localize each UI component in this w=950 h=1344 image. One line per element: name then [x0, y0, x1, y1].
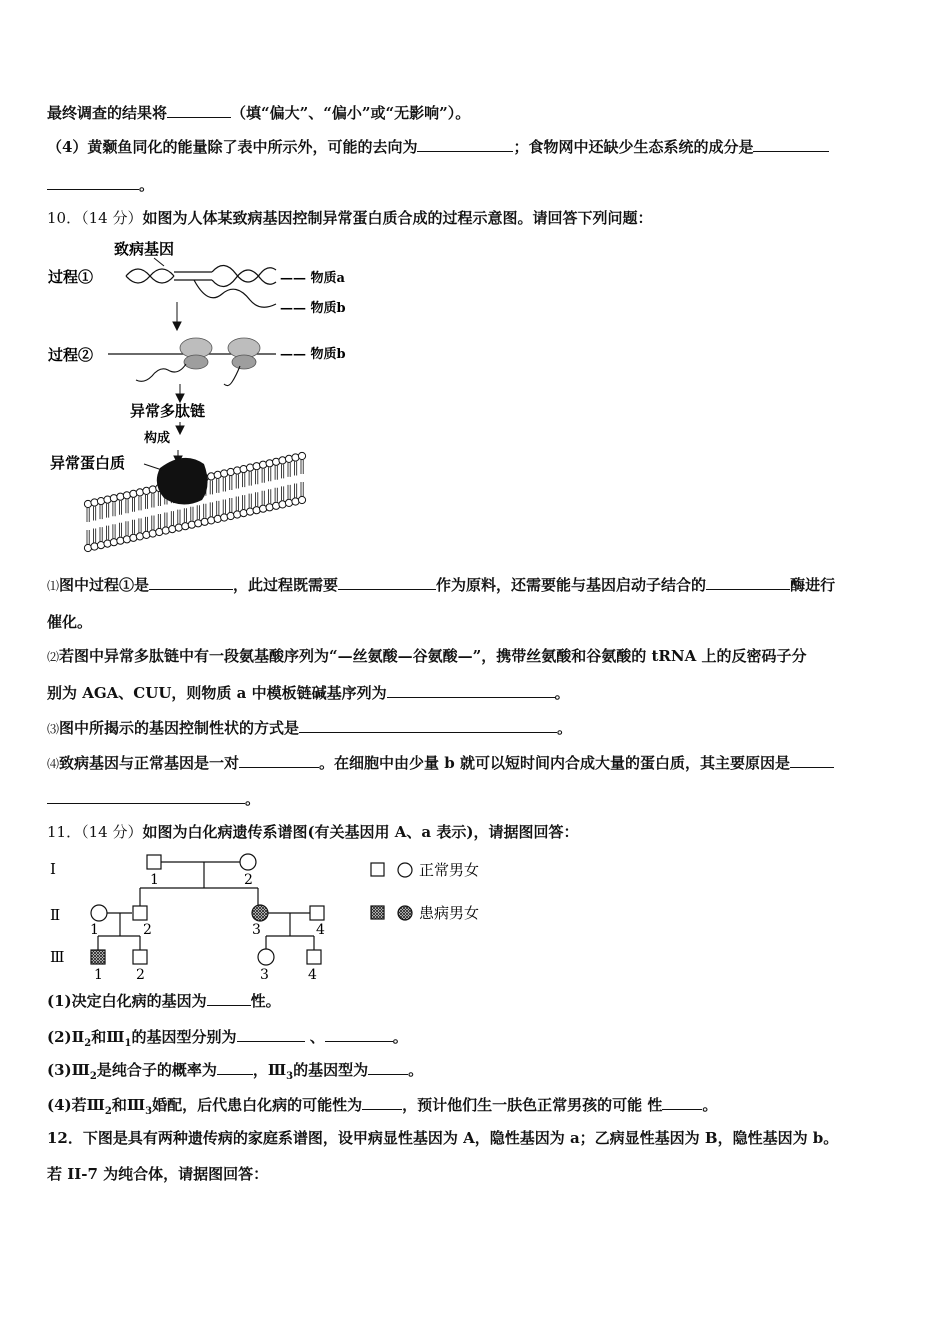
lipid-tail: [301, 460, 303, 474]
substance-b-label: —— 物质b: [280, 347, 346, 362]
lipid-tail: [132, 520, 134, 534]
answer-blank[interactable]: [325, 1026, 393, 1042]
q10-text: 若图中异常多肽链中有一段氨基酸序列为“—丝氨酸—谷氨酸—”，携带丝氨酸和谷氨酸的 tRNA 上的反密码子分: [59, 647, 807, 665]
q10-heading: [47, 208, 652, 228]
q11-text: 。: [408, 1061, 424, 1079]
question-stem: 如图为白化病遗传系谱图(有关基因用 A、a 表示)，请据图回答：: [142, 823, 579, 841]
q11-text: (4)若Ⅲ: [47, 1096, 105, 1114]
lipid-tail: [210, 480, 212, 494]
lipid-tail: [301, 482, 303, 496]
lipid-tail: [210, 502, 212, 516]
q12-line1: [47, 1128, 838, 1148]
lipid-head: [247, 508, 254, 515]
abnormal-protein-label: 异常蛋白质: [50, 454, 126, 472]
q9-text: 最终调查的结果将: [47, 104, 168, 122]
q10-text: 酶进行: [790, 576, 836, 594]
lipid-head: [253, 463, 260, 470]
lipid-head: [292, 454, 299, 461]
lipid-head: [253, 507, 260, 514]
lipid-head: [149, 530, 156, 537]
lipid-tail: [100, 505, 102, 519]
lipid-head: [298, 452, 305, 459]
lipid-tail: [288, 463, 290, 477]
question-number: 10．（14 分）: [47, 209, 143, 227]
process2-label: 过程②: [48, 346, 94, 364]
lipid-tail: [262, 469, 264, 483]
lipid-head: [110, 495, 117, 502]
individual-number: 2: [136, 967, 145, 983]
individual-number: 2: [143, 922, 152, 938]
individual-number: 2: [244, 872, 253, 888]
answer-blank[interactable]: [239, 752, 319, 768]
individual-number: 1: [150, 872, 159, 888]
female-normal: [240, 854, 256, 870]
q11-text: 的基因型分别为: [131, 1028, 237, 1046]
answer-blank[interactable]: [417, 136, 513, 152]
individual-number: 4: [308, 967, 317, 983]
lipid-head: [175, 524, 182, 531]
lipid-head: [240, 466, 247, 473]
lipid-tail: [107, 504, 109, 518]
individual-number: 3: [252, 922, 261, 938]
lipid-tail: [282, 464, 284, 478]
q11-text: ，预计他们生一肤色正常男孩的可能 性: [402, 1096, 663, 1114]
answer-blank[interactable]: [149, 574, 233, 590]
legend-female-normal: [398, 863, 412, 877]
q9-line3: [47, 174, 154, 195]
lipid-tail: [295, 462, 297, 476]
lipid-tail: [249, 494, 251, 508]
lipid-head: [110, 539, 117, 546]
lipid-head: [182, 523, 189, 530]
lipid-tail: [256, 470, 258, 484]
sub-number: ⑷: [47, 757, 60, 771]
compose-label: 构成: [144, 431, 171, 446]
q11-text: ，Ⅲ: [252, 1061, 287, 1079]
q10-text: 。: [245, 790, 261, 808]
lipid-head: [84, 544, 91, 551]
q10-text: ，此过程既需要: [233, 576, 339, 594]
sub-number: ⑶: [47, 722, 60, 736]
lipid-tail: [139, 518, 141, 532]
lipid-tail: [100, 527, 102, 541]
subscript: 1: [124, 1038, 132, 1049]
lipid-head: [260, 505, 267, 512]
lipid-tail: [197, 505, 199, 519]
answer-blank[interactable]: [368, 1059, 408, 1075]
q10-text: 。: [554, 684, 570, 702]
q11-s3: [47, 1059, 423, 1087]
female-normal: [91, 905, 107, 921]
lipid-tail: [282, 486, 284, 500]
answer-blank[interactable]: [47, 174, 139, 190]
lipid-tail: [243, 473, 245, 487]
lipid-head: [214, 515, 221, 522]
q11-text: (1)决定白化病的基因为: [47, 992, 207, 1010]
lipid-tail: [145, 517, 147, 531]
q10-text: 作为原料，还需要能与基因启动子结合的: [436, 576, 707, 594]
male-affected: [91, 950, 105, 964]
answer-blank[interactable]: [47, 788, 245, 804]
q11-s1: [47, 990, 281, 1011]
lipid-head: [285, 455, 292, 462]
lipid-tail: [275, 466, 277, 480]
lipid-tail: [145, 495, 147, 509]
lipid-tail: [87, 508, 89, 522]
lipid-tail: [295, 484, 297, 498]
male-normal: [307, 950, 321, 964]
q9-line2: [47, 136, 829, 157]
process1-label: 过程①: [48, 268, 94, 286]
lipid-tail: [158, 492, 160, 506]
lipid-head: [214, 471, 221, 478]
arrow: [173, 302, 184, 464]
legend-male-affected: [371, 906, 384, 919]
lipid-tail: [126, 521, 128, 535]
q11-s4: [47, 1094, 717, 1122]
generation-label: Ⅲ: [50, 948, 65, 966]
q9-text: ；食物网中还缺少生态系统的成分是: [513, 138, 754, 156]
lipid-tail: [217, 501, 219, 515]
q10-s2-line2: [47, 682, 570, 703]
lipid-tail: [184, 508, 186, 522]
lipid-tail: [256, 492, 258, 506]
lipid-head: [195, 520, 202, 527]
lipid-head: [227, 512, 234, 519]
lipid-head: [84, 500, 91, 507]
mrna-strand: [194, 280, 276, 307]
female-normal: [258, 949, 274, 965]
sub-number: ⑴: [47, 579, 60, 593]
lipid-head: [221, 470, 228, 477]
pedigree-chart: [44, 848, 504, 984]
q10-text: 。: [557, 719, 573, 737]
subscript: 3: [145, 1106, 153, 1117]
q10-text: 致病基因与正常基因是一对: [59, 754, 240, 772]
lipid-tail: [262, 491, 264, 505]
lipid-tail: [165, 513, 167, 527]
pointer-line: [154, 258, 164, 266]
substance-b-label: —— 物质b: [280, 301, 346, 316]
subscript: 2: [104, 1106, 112, 1117]
pedigree-lines: [98, 862, 314, 950]
answer-blank[interactable]: [706, 574, 790, 590]
q10-text: 催化。: [47, 613, 93, 631]
subscript: 2: [84, 1038, 92, 1049]
q11-text: 性。: [250, 992, 281, 1010]
lipid-tail: [119, 501, 121, 515]
ribosome: [180, 338, 212, 369]
answer-blank[interactable]: [217, 1059, 253, 1075]
lipid-tail: [113, 524, 115, 538]
lipid-tail: [152, 516, 154, 530]
q11-text: 的基因型为: [293, 1061, 369, 1079]
lipid-head: [136, 489, 143, 496]
lipid-tail: [243, 495, 245, 509]
generation-label: Ⅱ: [50, 906, 61, 924]
answer-blank[interactable]: [387, 682, 555, 698]
answer-blank[interactable]: [790, 752, 834, 768]
lipid-head: [208, 517, 215, 524]
q11-text: 和Ⅲ: [91, 1028, 125, 1046]
lipid-tail: [113, 502, 115, 516]
q11-heading: [47, 822, 578, 842]
lipid-tail: [288, 485, 290, 499]
generation-label: Ⅰ: [50, 860, 56, 878]
male-normal: [133, 906, 147, 920]
lipid-tail: [236, 497, 238, 511]
q9-text: （4）黄颡鱼同化的能量除了表中所示外，可能的去向为: [47, 138, 418, 156]
lipid-head: [123, 492, 130, 499]
q11-text: (2)Ⅱ: [47, 1028, 85, 1046]
legend-affected-label: 患病男女: [419, 904, 480, 922]
lipid-tail: [269, 489, 271, 503]
q10-s1-line1: [47, 574, 835, 596]
lipid-head: [240, 510, 247, 517]
lipid-tail: [152, 494, 154, 508]
q10-s2-line1: [47, 646, 806, 667]
lipid-tail: [275, 488, 277, 502]
q10-s3: [47, 717, 572, 739]
lipid-head: [285, 499, 292, 506]
lipid-head: [136, 533, 143, 540]
q9-text: 。: [139, 176, 155, 194]
lipid-head: [97, 498, 104, 505]
lipid-head: [130, 534, 137, 541]
lipid-tail: [217, 479, 219, 493]
lipid-head: [298, 496, 305, 503]
lipid-tail: [230, 476, 232, 490]
lipid-head: [279, 457, 286, 464]
q10-s4-line1: [47, 752, 834, 774]
individual-number: 1: [90, 922, 99, 938]
q11-s2: [47, 1026, 408, 1054]
q10-text: 。在细胞中由少量 b 就可以短时间内合成大量的蛋白质，其主要原因是: [319, 754, 790, 772]
q10-text: 图中所揭示的基因控制性状的方式是: [59, 719, 300, 737]
abnormal-chain-label: 异常多肽链: [130, 402, 206, 420]
lipid-tail: [249, 472, 251, 486]
question-stem: 若 II-7 为纯合体，请据图回答：: [47, 1165, 269, 1183]
answer-blank[interactable]: [753, 136, 829, 152]
q11-text: 、: [304, 1028, 325, 1046]
lipid-head: [227, 468, 234, 475]
answer-blank[interactable]: [338, 574, 436, 590]
lipid-head: [279, 501, 286, 508]
question-stem: 如图为人体某致病基因控制异常蛋白质合成的过程示意图。请回答下列问题：: [142, 209, 653, 227]
lipid-tail: [171, 511, 173, 525]
q9-line1: [47, 102, 470, 123]
lipid-tail: [223, 478, 225, 492]
lipid-head: [169, 526, 176, 533]
answer-blank[interactable]: [362, 1094, 402, 1110]
male-normal: [310, 906, 324, 920]
lipid-head: [201, 518, 208, 525]
answer-blank[interactable]: [167, 102, 231, 118]
lipid-head: [97, 542, 104, 549]
male-normal: [147, 855, 161, 869]
q11-text: (3)Ⅲ: [47, 1061, 90, 1079]
lipid-tail: [107, 526, 109, 540]
legend-male-normal: [371, 863, 384, 876]
q9-text: （填“偏大”、“偏小”或“无影响”）。: [231, 104, 471, 122]
individual-number: 3: [260, 967, 269, 983]
lipid-head: [149, 486, 156, 493]
lipid-head: [162, 527, 169, 534]
lipid-tail: [158, 514, 160, 528]
lipid-head: [247, 464, 254, 471]
lipid-tail: [178, 510, 180, 524]
lipid-tail: [126, 499, 128, 513]
lipid-head: [260, 461, 267, 468]
female-affected: [252, 905, 268, 921]
answer-blank[interactable]: [662, 1094, 702, 1110]
q12-line2: [47, 1164, 268, 1184]
ribosome: [228, 338, 260, 369]
lipid-head: [123, 536, 130, 543]
q10-text: 别为 AGA、CUU，则物质 a 中模板链碱基序列为: [47, 684, 387, 702]
pointer-line: [144, 464, 162, 470]
lipid-tail: [94, 507, 96, 521]
q11-text: 。: [392, 1028, 408, 1046]
lipid-head: [208, 473, 215, 480]
substance-a-label: —— 物质a: [280, 271, 345, 286]
lipid-head: [117, 537, 124, 544]
lipid-tail: [94, 529, 96, 543]
lipid-tail: [230, 498, 232, 512]
lipid-head: [266, 460, 273, 467]
male-normal: [133, 950, 147, 964]
lipid-head: [117, 493, 124, 500]
lipid-head: [91, 499, 98, 506]
lipid-head: [91, 543, 98, 550]
legend-female-affected: [398, 906, 412, 920]
lipid-tail: [132, 498, 134, 512]
lipid-head: [292, 498, 299, 505]
lipid-head: [130, 490, 137, 497]
lipid-tail: [139, 496, 141, 510]
question-stem: 12．下图是具有两种遗传病的家庭系谱图，设甲病显性基因为 A，隐性基因为 a；乙病显性基因为 B，隐性基因为 b。: [47, 1129, 839, 1147]
q10-text: 图中过程①是: [59, 576, 150, 594]
lipid-tail: [236, 475, 238, 489]
subscript: 3: [286, 1071, 294, 1082]
lipid-tail: [269, 467, 271, 481]
gene-label: 致病基因: [114, 240, 175, 258]
lipid-tail: [223, 500, 225, 514]
lipid-tail: [119, 523, 121, 537]
q10-s1-line2: [47, 612, 92, 632]
subscript: 2: [89, 1071, 97, 1082]
lipid-head: [266, 504, 273, 511]
lipid-tail: [191, 507, 193, 521]
individual-number: 1: [94, 967, 103, 983]
abnormal-protein-shape: [157, 458, 208, 505]
question-number: 11．（14 分）: [47, 823, 143, 841]
lipid-head: [156, 528, 163, 535]
answer-blank[interactable]: [237, 1026, 305, 1042]
lipid-tail: [204, 504, 206, 518]
answer-blank[interactable]: [299, 717, 557, 733]
dna-helix: [126, 265, 276, 307]
q10-s4-line2: [47, 788, 260, 809]
sub-number: ⑵: [47, 650, 60, 664]
q11-text: 是纯合子的概率为: [96, 1061, 217, 1079]
lipid-head: [221, 514, 228, 521]
answer-blank[interactable]: [207, 990, 251, 1006]
q11-text: 婚配，后代患白化病的可能性为: [152, 1096, 363, 1114]
legend-normal-label: 正常男女: [419, 861, 480, 879]
q11-text: 。: [702, 1096, 718, 1114]
individual-number: 4: [316, 922, 325, 938]
lipid-tail: [87, 530, 89, 544]
gene-expression-diagram: [44, 236, 374, 558]
q11-text: 和Ⅲ: [111, 1096, 146, 1114]
